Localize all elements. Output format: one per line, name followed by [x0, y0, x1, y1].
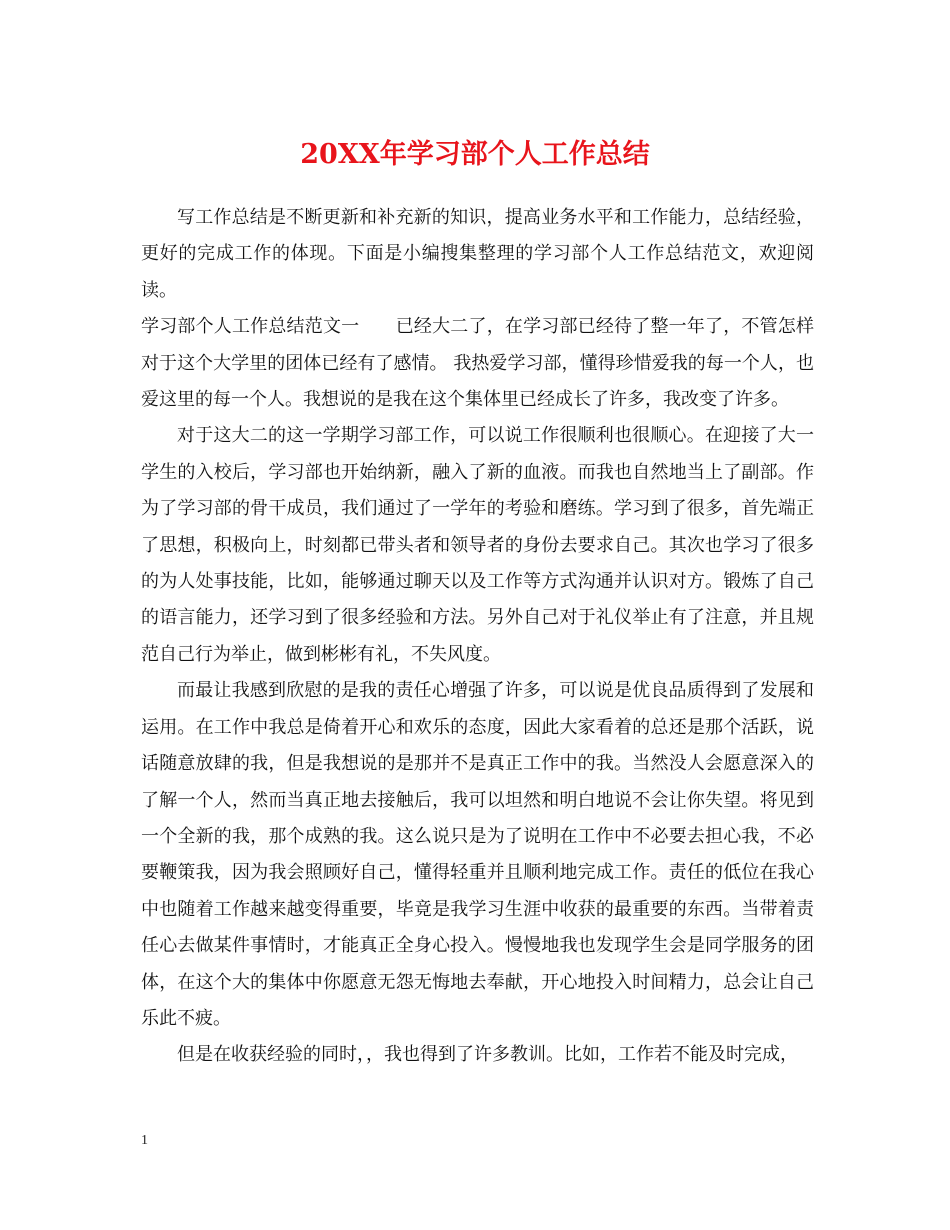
document-body — [141, 200, 814, 1074]
document-title: 20XX年学习部个人工作总结 — [300, 139, 650, 170]
paragraph-responsibility: 而最让我感到欣慰的是我的责任心增强了许多，可以说是优良品质得到了发展和运用。在工作中我总是倚着开心和欢乐的态度，因此大家看着的总还是那个活跃，说话随意放肆的我，但是我想说的是那并不是真正工作中的我。当然没人会愿意深入的了解一个人，然而当真正地去接触后，我可以坦然和明白地说不会让你失望。将见到一个全新的我，那个成熟的我。这么说只是为了说明在工作中不必要去担心我，不必要鞭策我，因为我会照顾好自己，懂得轻重并且顺利地完成工作。责任的低位在我心中也随着工作越来越变得重要，毕竟是我学习生涯中收获的最重要的东西。当带着责任心去做某件事情时，才能真正全身心投入。慢慢地我也发现学生会是同学服务的团体，在这个大的集体中你愿意无怨无悔地去奉献，开心地投入时间精力，总会让自己乐此不疲。 — [141, 680, 814, 1029]
page-number: 1 — [141, 1133, 148, 1148]
paragraph-sample-one: 学习部个人工作总结范文一 已经大二了，在学习部已经待了整一年了，不管怎样对于这个大学里的团体已经有了感情。 我热爱学习部，懂得珍惜爱我的每一个人，也爱这里的每一个人。我想说的是我在这个集体里已经成长了许多，我改变了许多。 — [141, 316, 814, 411]
paragraph-intro: 写工作总结是不断更新和补充新的知识，提高业务水平和工作能力，总结经验，更好的完成工作的体现。下面是小编搜集整理的学习部个人工作总结范文，欢迎阅读。 — [141, 207, 814, 301]
paragraph-work-review: 对于这大二的这一学期学习部工作，可以说工作很顺利也很顺心。在迎接了大一学生的入校后，学习部也开始纳新，融入了新的血液。而我也自然地当上了副部。作为了学习部的骨干成员，我们通过了一学年的考验和磨练。学习到了很多，首先端正了思想，积极向上，时刻都已带头者和领导者的身份去要求自己。其次也学习了很多的为人处事技能，比如，能够通过聊天以及工作等方式沟通并认识对方。锻炼了自己的语言能力，还学习到了很多经验和方法。另外自己对于礼仪举止有了注意，并且规范自己行为举止，做到彬彬有礼，不失风度。 — [141, 425, 814, 665]
paragraph-lessons: 但是在收获经验的同时，，我也得到了许多教训。比如，工作若不能及时完成， — [177, 1044, 798, 1066]
